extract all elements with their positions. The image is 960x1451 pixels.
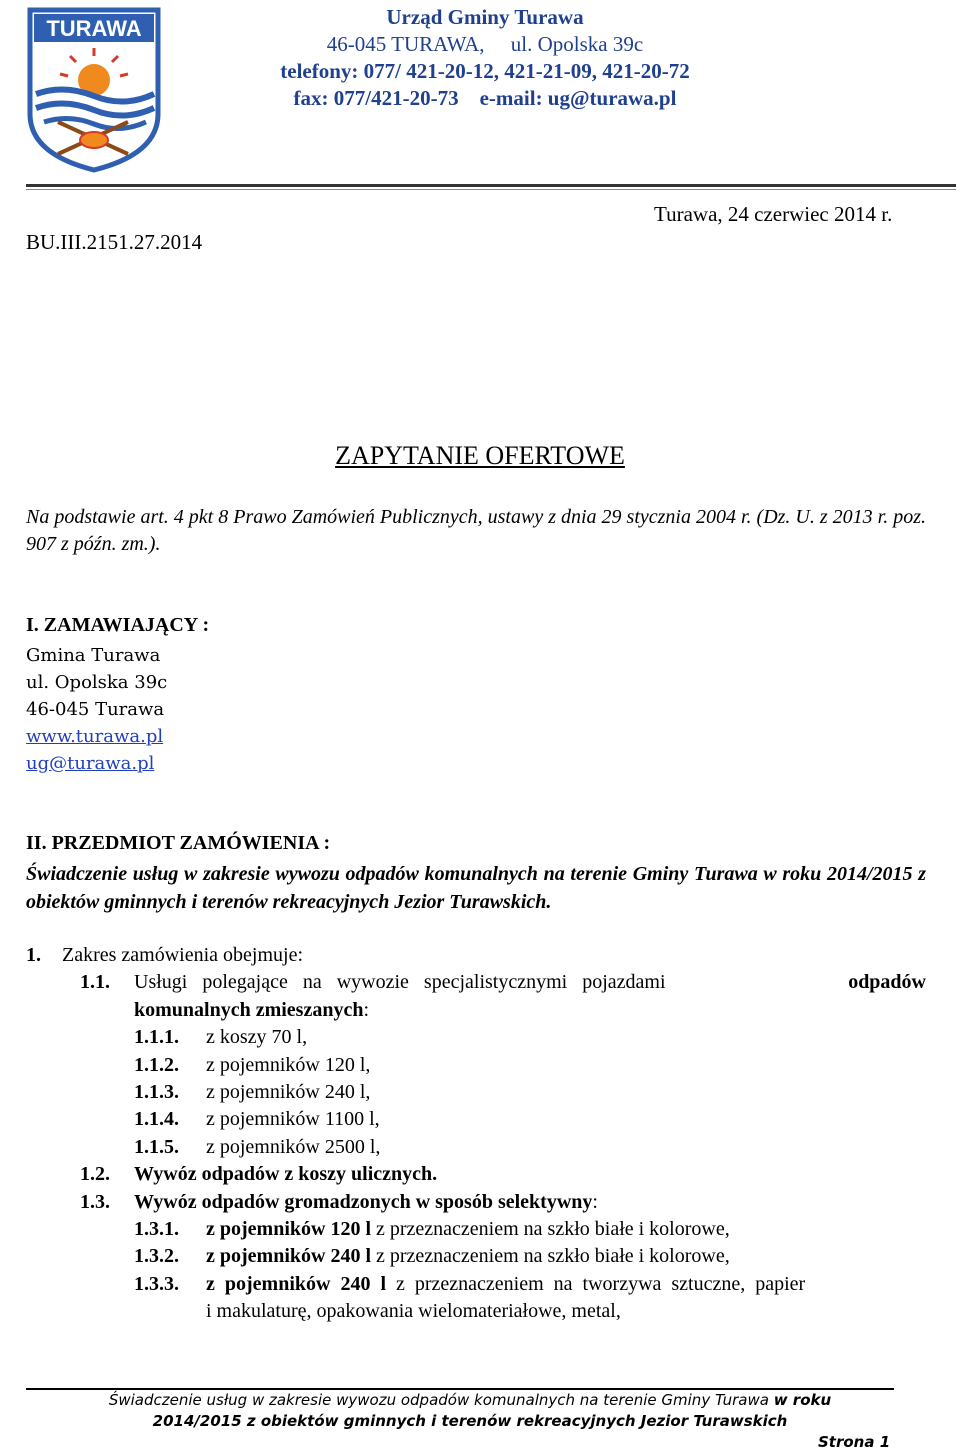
office-phones: telefony: 077/ 421-20-12, 421-21-09, 421-20-72 — [280, 59, 690, 83]
list-item — [26, 1216, 926, 1243]
footer-text: Świadczenie usług w zakresie wywozu odpadów komunalnych na terenie Gminy Turawa — [108, 1391, 774, 1409]
list-item: komunalnych zmieszanych: — [134, 998, 370, 1021]
list-item-number: 1.1.1. — [134, 1026, 179, 1049]
list-item-text: z pojemników 240 l z przeznaczeniem na szkło białe i kolorowe, — [206, 1245, 730, 1268]
list-item-number: 1.1.4. — [134, 1108, 179, 1131]
list-item: 1. Zakres zamówienia obejmuje: — [26, 944, 304, 966]
address-line-2: ul. Opolska 39c — [26, 672, 168, 693]
list-item — [26, 1134, 926, 1161]
page-number: Strona 1 — [818, 1433, 891, 1451]
section1-heading: I. ZAMAWIAJĄCY : — [26, 614, 210, 636]
office-address: 46-045 TURAWA, ul. Opolska 39c — [326, 32, 644, 56]
place-date: Turawa, 24 czerwiec 2014 r. — [654, 202, 893, 226]
list-item: i makulaturę, opakowania wielomateriałowe, metal, — [206, 1300, 621, 1323]
list-item-number: 1.3.2. — [134, 1245, 179, 1268]
list-item-text: z pojemników 120 l z przeznaczeniem na szkło białe i kolorowe, — [206, 1217, 730, 1240]
order-subject: Świadczenie usług w zakresie wywozu odpadów komunalnych na terenie Gminy Turawa w roku 2014/2015 z obiektów gminnych i terenów rekreacyjnych Jezior Turawskich. — [26, 863, 926, 913]
list-item-number: 1.1.2. — [134, 1053, 179, 1076]
letterhead — [170, 4, 800, 112]
list-item-text: z koszy 70 l, — [206, 1026, 308, 1049]
list-item — [26, 1024, 926, 1051]
turawa-crest-logo — [24, 4, 164, 174]
list-item-number: 1.3.3. — [134, 1272, 179, 1295]
office-name: Urząd Gminy Turawa — [386, 5, 584, 29]
crest-text: TURAWA — [46, 16, 142, 41]
list-item: 1.2. Wywóz odpadów z koszy ulicznych. — [80, 1163, 438, 1186]
list-item — [26, 1243, 926, 1270]
section2-heading: II. PRZEDMIOT ZAMÓWIENIA : — [26, 832, 331, 854]
list-item-text: z pojemników 120 l, — [206, 1053, 371, 1076]
list-item-text: z pojemników 1100 l, — [206, 1108, 380, 1131]
address-line-1: Gmina Turawa — [26, 645, 161, 666]
list-item — [26, 1271, 926, 1298]
address-line-3: 46-045 Turawa — [26, 699, 165, 720]
list-item — [26, 1052, 926, 1079]
page-title: ZAPYTANIE OFERTOWE — [335, 441, 625, 470]
list-item-text: z pojemników 240 l, — [206, 1080, 371, 1103]
list-item-number: 1.1.5. — [134, 1135, 179, 1158]
list-item-number: 1.1.3. — [134, 1080, 179, 1103]
list-item-text: z pojemników 2500 l, — [206, 1135, 381, 1158]
list-item: 1.1. Usługi polegające na wywozie specjalistycznymi pojazdami odpadów — [80, 971, 926, 994]
reference-number: BU.III.2151.27.2014 — [26, 230, 203, 254]
scope-list — [26, 942, 926, 1325]
footer-text-bold: w roku — [773, 1391, 832, 1409]
header-divider — [26, 184, 956, 187]
list-item: 1.3. Wywóz odpadów gromadzonych w sposób selektywny: — [80, 1190, 598, 1213]
page-footer — [40, 1390, 900, 1432]
list-item-number: 1.3.1. — [134, 1217, 179, 1240]
list-item — [26, 1079, 926, 1106]
contracting-authority-address — [26, 642, 167, 777]
email-link[interactable]: ug@turawa.pl — [26, 753, 155, 774]
header-divider-thin — [26, 189, 956, 190]
list-item-text: z pojemników 240 l z przeznaczeniem na tworzywa sztuczne, papier — [206, 1272, 806, 1295]
list-item — [26, 1106, 926, 1133]
office-fax-email: fax: 077/421-20-73 e-mail: ug@turawa.pl — [293, 86, 677, 110]
footer-text-line2: 2014/2015 z obiektów gminnych i terenów rekreacyjnych Jezior Turawskich — [152, 1412, 788, 1430]
legal-basis: Na podstawie art. 4 pkt 8 Prawo Zamówień Publicznych, ustawy z dnia 29 stycznia 2004 r. (Dz. U. z 2013 r. poz. 907 z późn. zm.). — [26, 506, 927, 555]
website-link[interactable]: www.turawa.pl — [26, 726, 164, 747]
